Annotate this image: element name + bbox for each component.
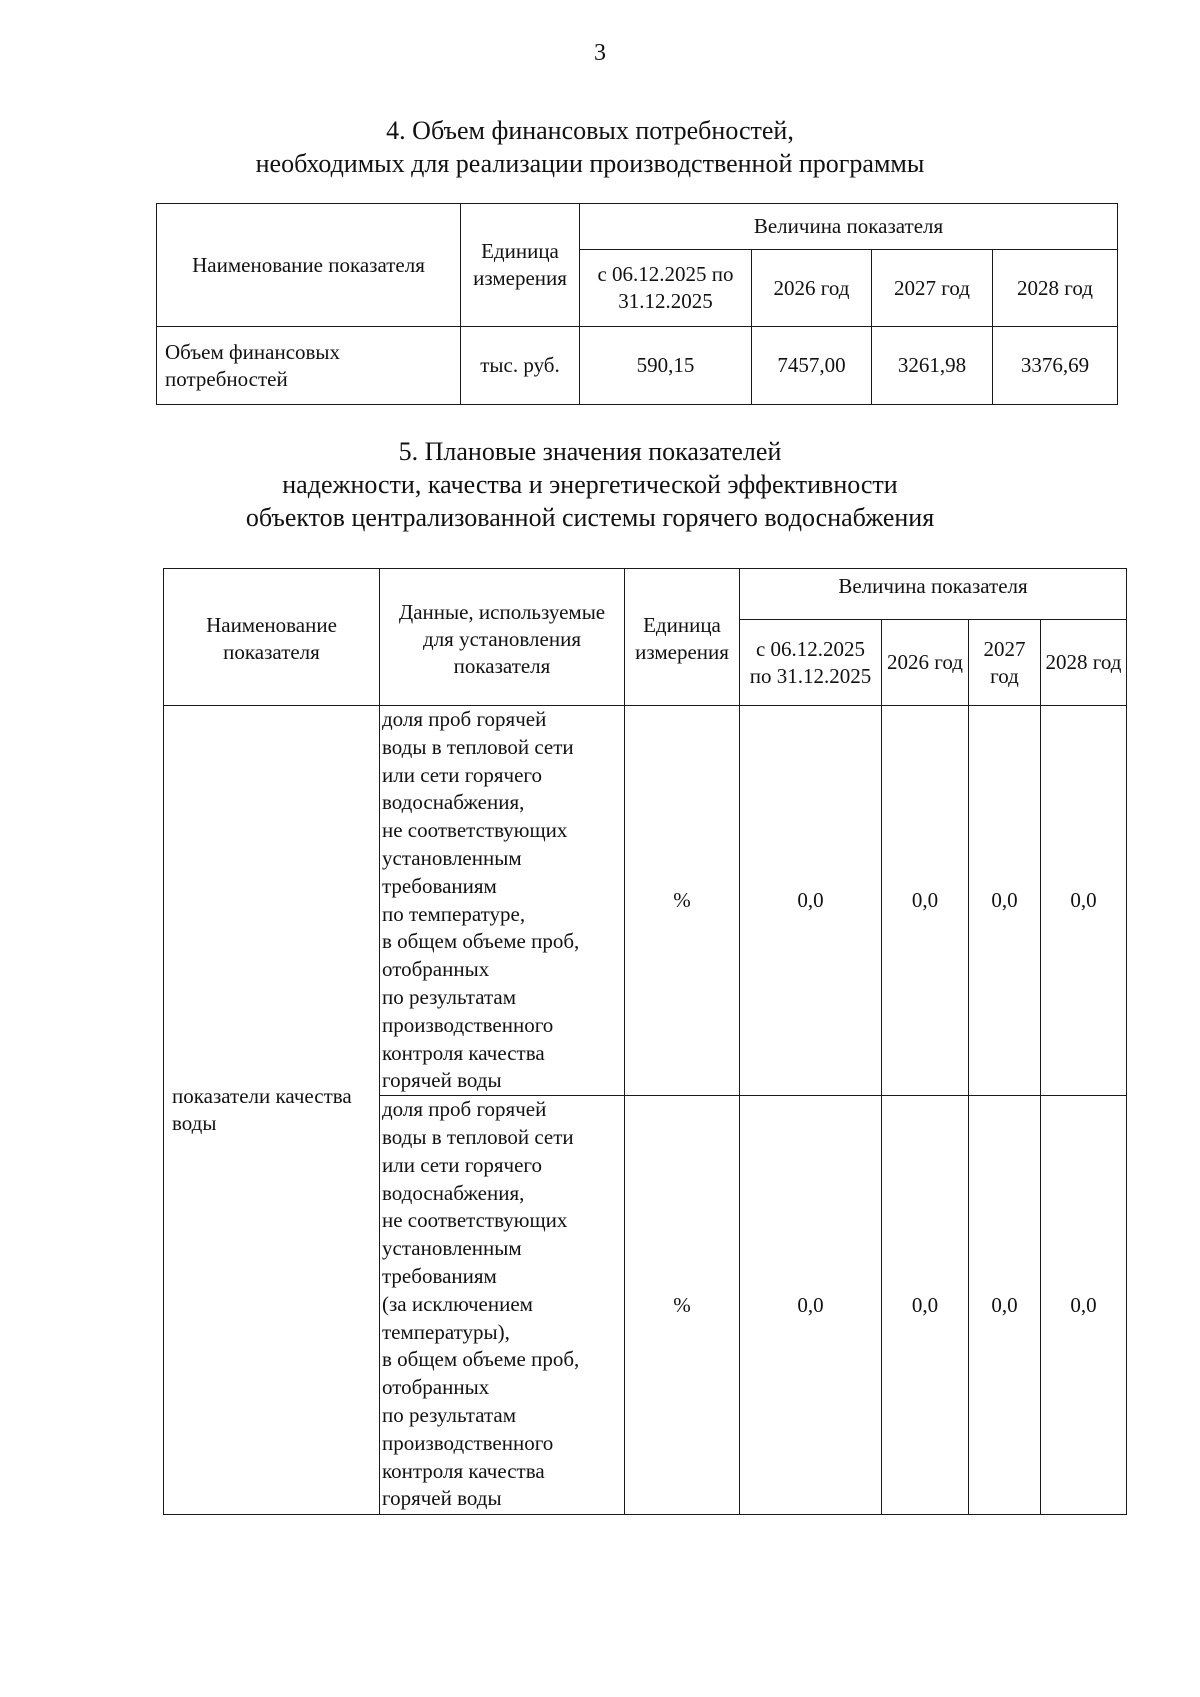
basis-line: воды в тепловой сети [382, 1124, 574, 1149]
section-5-title-line: объектов централизованной системы горячего водоснабжения [245, 503, 935, 532]
basis-line: производственного [382, 1430, 554, 1455]
value-cell: 0,0 [740, 706, 882, 1096]
page-number: 3 [594, 40, 606, 66]
header-period: 2028 год [1041, 620, 1127, 706]
basis-line: доля проб горячей [382, 1097, 547, 1122]
basis-line: в общем объеме проб, [382, 1347, 580, 1372]
header-period: 2027 год [872, 250, 993, 327]
basis-cell [380, 1096, 625, 1515]
basis-line: по результатам [382, 984, 517, 1009]
section-4-title-line: 4. Объем финансовых потребностей, [386, 116, 794, 145]
unit-cell: % [625, 1096, 740, 1515]
indicator-name-cell: Объем финансовых потребностей [157, 327, 461, 405]
unit-cell: % [625, 706, 740, 1096]
basis-line: требованиям [382, 1263, 497, 1288]
header-basis: Данные, используемые для установления показателя [380, 569, 625, 706]
basis-line: контроля качества [382, 1040, 545, 1065]
section-5-title-line: 5. Плановые значения показателей [398, 437, 782, 466]
value-cell: 0,0 [969, 706, 1041, 1096]
basis-line: или сети горячего [382, 1152, 542, 1177]
header-value-group: Величина показателя [580, 204, 1118, 250]
header-period: 2026 год [752, 250, 872, 327]
financial-needs-table [156, 203, 1118, 405]
value-cell: 0,0 [969, 1096, 1041, 1515]
header-unit: Единица измерения [625, 569, 740, 706]
header-value-group: Величина показателя [740, 569, 1127, 620]
header-period: 2027 год [969, 620, 1041, 706]
basis-line: водоснабжения, [382, 790, 525, 815]
basis-line: горячей воды [382, 1068, 502, 1093]
value-cell: 3376,69 [993, 327, 1118, 405]
basis-line: (за исключением [382, 1291, 533, 1316]
value-cell: 0,0 [882, 1096, 969, 1515]
value-cell: 7457,00 [752, 327, 872, 405]
value-cell: 0,0 [1041, 1096, 1127, 1515]
value-cell: 0,0 [740, 1096, 882, 1515]
section-5-title-line: надежности, качества и энергетической эффективности [282, 470, 898, 499]
quality-indicators-table [163, 568, 1127, 1515]
basis-line: производственного [382, 1012, 554, 1037]
basis-line: установленным [382, 1236, 522, 1261]
header-period: с 06.12.2025 по 31.12.2025 [740, 620, 882, 706]
basis-line: по температуре, [382, 901, 526, 926]
basis-line: установленным [382, 845, 522, 870]
header-period: с 06.12.2025 по 31.12.2025 [580, 250, 752, 327]
section-4-title-line: необходимых для реализации производственной программы [255, 149, 925, 178]
basis-line: отобранных [382, 957, 490, 982]
value-cell: 590,15 [580, 327, 752, 405]
basis-line: по результатам [382, 1402, 517, 1427]
basis-line: горячей воды [382, 1486, 502, 1511]
header-period: 2028 год [993, 250, 1118, 327]
basis-cell [380, 706, 625, 1096]
header-unit: Единица измерения [461, 204, 580, 327]
basis-line: не соответствующих [382, 1208, 568, 1233]
basis-line: отобранных [382, 1375, 490, 1400]
header-indicator-name: Наименование показателя [164, 569, 380, 706]
table-row [157, 327, 1118, 405]
section-5-title [0, 435, 1190, 534]
header-period: 2026 год [882, 620, 969, 706]
table-row [164, 706, 1127, 1096]
basis-line: не соответствующих [382, 818, 568, 843]
basis-line: температуры), [382, 1319, 510, 1344]
section-4-title [0, 114, 1190, 180]
basis-line: или сети горячего [382, 762, 542, 787]
value-cell: 0,0 [882, 706, 969, 1096]
unit-cell: тыс. руб. [461, 327, 580, 405]
basis-line: доля проб горячей [382, 707, 547, 731]
basis-line: воды в тепловой сети [382, 734, 574, 759]
basis-line: водоснабжения, [382, 1180, 525, 1205]
basis-line: в общем объеме проб, [382, 929, 580, 954]
basis-line: требованиям [382, 873, 497, 898]
header-indicator-name: Наименование показателя [157, 204, 461, 327]
value-cell: 3261,98 [872, 327, 993, 405]
value-cell: 0,0 [1041, 706, 1127, 1096]
indicator-group-cell: показатели качества воды [164, 706, 380, 1515]
basis-line: контроля качества [382, 1458, 545, 1483]
